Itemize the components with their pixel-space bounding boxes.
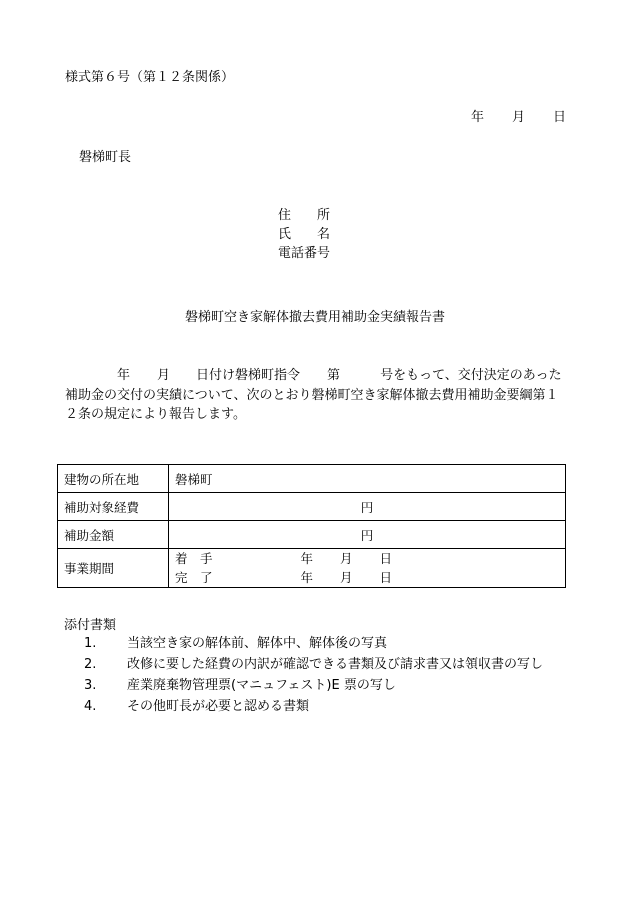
addressee: 磐梯町長: [79, 150, 132, 165]
date-month: 月: [511, 110, 525, 125]
phone-label: 電話番号: [278, 246, 331, 261]
list-item: 1. 当該空き家の解体前、解体中、解体後の写真: [84, 636, 388, 651]
amount-label: 補助金額: [58, 521, 169, 549]
name-label: 氏 名: [278, 227, 331, 242]
amount-unit: 円: [360, 527, 374, 543]
applicant-block: [278, 206, 330, 263]
list-item: 3. 産業廃棄物管理票(マニュフェスト)E 票の写し: [84, 678, 396, 693]
expense-unit: 円: [360, 499, 374, 515]
list-item: 4. その他町長が必要と認める書類: [84, 699, 310, 714]
address-label: 住 所: [278, 208, 331, 223]
amount-value: [169, 521, 566, 549]
submission-date: [471, 106, 566, 125]
table-row: [58, 465, 566, 493]
location-label: 建物の所在地: [58, 465, 169, 493]
document-title: 磐梯町空き家解体撤去費用補助金実績報告書: [184, 310, 445, 325]
start-year: 年: [300, 551, 314, 566]
end-month: 月: [340, 570, 353, 585]
report-body: [65, 366, 570, 425]
attachments-list: [84, 633, 543, 717]
list-item: 2. 改修に要した経費の内訳が確認できる書類及び請求書又は領収書の写し: [84, 657, 544, 672]
start-label: 着 手: [175, 551, 213, 566]
table-row: [58, 549, 566, 588]
expense-label: 補助対象経費: [58, 493, 169, 521]
body-line-1: [65, 366, 570, 386]
start-day: 日: [379, 551, 393, 566]
report-table: [57, 464, 566, 588]
date-year: 年: [470, 110, 484, 125]
period-end: [175, 568, 559, 587]
location-value: 磐梯町: [169, 465, 566, 493]
start-month: 月: [340, 551, 353, 566]
end-label: 完 了: [175, 570, 213, 585]
body-year: 年: [117, 368, 131, 383]
body-dated: 日付け磐梯町指令: [196, 368, 301, 383]
attachments-heading: 添付書類: [64, 618, 117, 633]
body-dai: 第: [327, 368, 341, 383]
expense-value: [169, 493, 566, 521]
body-line-2: 補助金の交付の実績について、次のとおり磐梯町空き家解体撤去費用補助金要綱第１: [65, 387, 559, 403]
table-row: [58, 521, 566, 549]
period-label: 事業期間: [58, 549, 169, 588]
form-number: 様式第６号（第１２条関係）: [65, 70, 235, 85]
body-line-3: ２条の規定により報告します。: [65, 407, 246, 422]
period-value: [169, 549, 566, 588]
period-start: [175, 549, 559, 568]
body-number-rest: 号をもって、交付決定のあった: [380, 368, 562, 383]
end-year: 年: [300, 570, 314, 585]
table-row: [58, 493, 566, 521]
end-day: 日: [379, 570, 393, 585]
body-month: 月: [157, 368, 171, 383]
date-day: 日: [552, 110, 566, 125]
